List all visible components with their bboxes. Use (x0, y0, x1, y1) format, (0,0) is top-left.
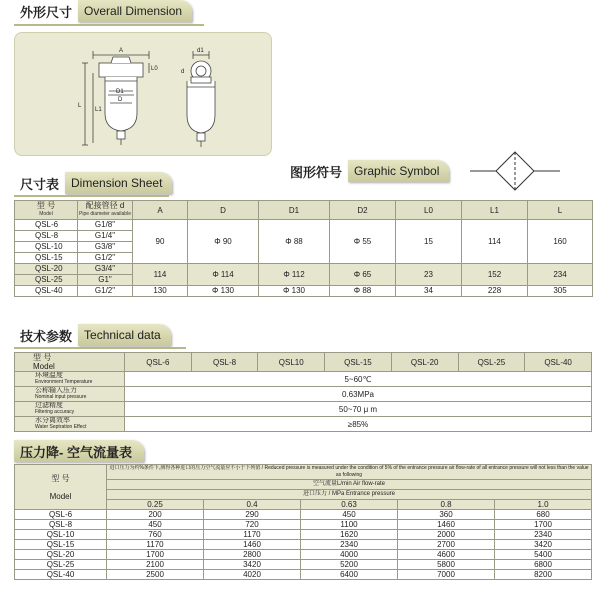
flow-value: 8200 (495, 570, 592, 580)
flow-value: 1460 (204, 540, 301, 550)
flow-value: 360 (398, 510, 495, 520)
dimension-value: Φ 90 (188, 220, 259, 264)
model-cell: QSL-20 (15, 550, 107, 560)
flow-value: 2340 (301, 540, 398, 550)
flow-note: 进口压力为约%条件下,测得各种进口的压力空气流量应不小于下列值 / Reduced pressure is measured under the condition of 5% of the entrance pressure air flow-rate of all entrance pressure will not less than the value as following (107, 465, 592, 480)
label-d-inner: D (118, 97, 123, 103)
header-rule (14, 195, 169, 197)
flow-value: 7000 (398, 570, 495, 580)
model-cell: QSL-25 (15, 275, 78, 286)
flow-value: 760 (107, 530, 204, 540)
flow-value: 3420 (204, 560, 301, 570)
col-header: D1 (259, 201, 330, 220)
col-header: A (133, 201, 188, 220)
dimension-value: Φ 88 (259, 220, 330, 264)
flow-value: 200 (107, 510, 204, 520)
dimension-value: 305 (528, 286, 593, 297)
flow-value: 1700 (107, 550, 204, 560)
pipe-cell: G1/4" (78, 231, 133, 242)
pipe-cell: G1/8" (78, 220, 133, 231)
col-header: L0 (396, 201, 462, 220)
header-en: Overall Dimension (78, 0, 192, 22)
flow-value: 6800 (495, 560, 592, 570)
flow-row (15, 550, 592, 560)
header-cn: 外形尺寸 (14, 0, 78, 22)
model-header (15, 465, 107, 510)
tech-value: ≥85% (125, 417, 592, 432)
dimension-value: 152 (462, 264, 528, 286)
dimension-value: 90 (133, 220, 188, 264)
header-en: Technical data (78, 324, 171, 346)
pressure-value: 0.4 (204, 500, 301, 510)
pipe-cell: G1/2" (78, 253, 133, 264)
flow-value: 3420 (495, 540, 592, 550)
technical-data-table (14, 352, 592, 432)
tech-value: 0.63MPa (125, 387, 592, 402)
model-col: QSL-40 (525, 353, 592, 372)
flow-value: 450 (301, 510, 398, 520)
model-cell: QSL-8 (15, 520, 107, 530)
model-cell: QSL-25 (15, 560, 107, 570)
flow-value: 4000 (301, 550, 398, 560)
flow-value: 1700 (495, 520, 592, 530)
label-d-side: d (181, 69, 185, 75)
dimension-row (15, 286, 593, 297)
header-rule (14, 24, 204, 26)
dimension-value: Φ 112 (259, 264, 330, 286)
technical-data-header (14, 324, 171, 346)
pipe-cell: G3/8" (78, 242, 133, 253)
dimension-value: 23 (396, 264, 462, 286)
flow-value: 4600 (398, 550, 495, 560)
tech-row (15, 372, 592, 387)
tech-label (15, 387, 125, 402)
label-l: L (78, 103, 82, 109)
tech-label (15, 372, 125, 387)
flow-value: 1170 (107, 540, 204, 550)
model-col: QSL-6 (125, 353, 192, 372)
header-cn: 图形符号 (284, 160, 348, 182)
flow-value: 720 (204, 520, 301, 530)
tech-label-en: Nominal input pressure (35, 394, 87, 400)
flow-value: 2500 (107, 570, 204, 580)
tech-label-cn: 环境温度 (35, 372, 63, 379)
model-cell: QSL-10 (15, 530, 107, 540)
flow-value: 2000 (398, 530, 495, 540)
flow-value: 1100 (301, 520, 398, 530)
model-col: QSL-8 (191, 353, 258, 372)
tech-value: 50~70 μ m (125, 402, 592, 417)
tech-row (15, 402, 592, 417)
front-view-drawing (15, 33, 271, 155)
tech-label-en: Water Septration Effect (35, 424, 87, 430)
col-header: L1 (462, 201, 528, 220)
flow-row (15, 540, 592, 550)
model-col: QSL-15 (325, 353, 392, 372)
tech-row (15, 387, 592, 402)
col-header: L (528, 201, 593, 220)
dimension-sheet-table (14, 200, 593, 297)
flow-value: 1170 (204, 530, 301, 540)
pipe-cell: G3/4" (78, 264, 133, 275)
flow-value: 5800 (398, 560, 495, 570)
pressure-value: 0.8 (398, 500, 495, 510)
flow-table-header (14, 440, 144, 462)
dimension-value: 114 (133, 264, 188, 286)
header-cn: 技术参数 (14, 324, 78, 346)
graphic-symbol-drawing (470, 146, 560, 196)
pipe-cell: G1" (78, 275, 133, 286)
tech-label (15, 402, 125, 417)
col-header: D (188, 201, 259, 220)
dimension-value: Φ 88 (330, 286, 396, 297)
dimension-value: 234 (528, 264, 593, 286)
tech-label-en: Environment Temperature (35, 379, 93, 385)
label-l0: L0 (151, 66, 158, 72)
pressure-value: 0.25 (107, 500, 204, 510)
dimension-value: 15 (396, 220, 462, 264)
flow-value: 4020 (204, 570, 301, 580)
pipe-header (78, 201, 133, 220)
tech-label (15, 417, 125, 432)
dimension-value: Φ 130 (259, 286, 330, 297)
pipe-cell: G1/2" (78, 286, 133, 297)
model-cn: 型 号 (51, 473, 70, 483)
header-en: Graphic Symbol (348, 160, 449, 182)
pipe-cn: 配接管径 d (85, 201, 125, 210)
dimension-row (15, 220, 593, 231)
dimension-value: Φ 65 (330, 264, 396, 286)
model-col: QSL10 (258, 353, 325, 372)
flow-rate-table (14, 464, 592, 580)
model-cell: QSL-15 (15, 540, 107, 550)
overall-dimension-header (14, 0, 192, 22)
label-d1: d1 (197, 48, 204, 54)
dimension-value: 34 (396, 286, 462, 297)
tech-label-cn: 水分离效率 (35, 417, 70, 424)
model-en: Model (39, 211, 53, 217)
dimension-value: 130 (133, 286, 188, 297)
flow-body (15, 510, 592, 580)
model-cell: QSL-40 (15, 286, 78, 297)
header-en: Dimension Sheet (65, 172, 172, 194)
tech-value: 5~60℃ (125, 372, 592, 387)
flow-row (15, 530, 592, 540)
pressure-value: 1.0 (495, 500, 592, 510)
flow-label: 空气流量L/min Air flow-rate (107, 480, 592, 490)
model-cell: QSL-10 (15, 242, 78, 253)
header-rule (14, 347, 186, 349)
dimension-sheet-header (14, 172, 172, 194)
model-cell: QSL-8 (15, 231, 78, 242)
header-cn: 尺寸表 (14, 172, 65, 194)
model-en: Model (33, 362, 55, 371)
flow-value: 450 (107, 520, 204, 530)
pressure-value: 0.63 (301, 500, 398, 510)
flow-row (15, 520, 592, 530)
model-cn: 型 号 (33, 353, 52, 362)
dimension-value: Φ 114 (188, 264, 259, 286)
model-col: QSL-20 (391, 353, 458, 372)
flow-value: 680 (495, 510, 592, 520)
flow-value: 5400 (495, 550, 592, 560)
flow-note-row (15, 465, 592, 480)
flow-value: 1620 (301, 530, 398, 540)
model-header (15, 201, 78, 220)
pipe-en: Pipe diameter available (79, 211, 131, 217)
flow-value: 2700 (398, 540, 495, 550)
model-cell: QSL-20 (15, 264, 78, 275)
dimension-value: 160 (528, 220, 593, 264)
model-cn: 型 号 (36, 201, 56, 210)
flow-value: 2100 (107, 560, 204, 570)
flow-value: 2340 (495, 530, 592, 540)
dimension-value: 228 (462, 286, 528, 297)
dimension-drawing-panel (14, 32, 272, 156)
tech-row (15, 417, 592, 432)
tech-label-cn: 公称输入压力 (35, 387, 77, 394)
dimension-header-row (15, 201, 593, 220)
model-cell: QSL-6 (15, 220, 78, 231)
model-header (15, 353, 125, 372)
label-a: A (119, 48, 124, 54)
flow-value: 290 (204, 510, 301, 520)
dimension-value: 114 (462, 220, 528, 264)
flow-value: 1460 (398, 520, 495, 530)
flow-value: 2800 (204, 550, 301, 560)
model-col: QSL-25 (458, 353, 525, 372)
pressure-label: 进口压力 / MPa Entrance pressure (107, 490, 592, 500)
flow-value: 6400 (301, 570, 398, 580)
flow-row (15, 570, 592, 580)
label-l1: L1 (95, 107, 102, 113)
dimension-value: Φ 130 (188, 286, 259, 297)
model-cell: QSL-40 (15, 570, 107, 580)
model-cell: QSL-15 (15, 253, 78, 264)
flow-value: 5200 (301, 560, 398, 570)
header-cn: 压力降- 空气流量表 (14, 440, 144, 462)
dimension-body (15, 220, 593, 297)
dimension-row (15, 264, 593, 275)
tech-label-en: Filtering accuracy (35, 409, 75, 415)
tech-label-cn: 过滤精度 (35, 402, 63, 409)
tech-body (15, 372, 592, 432)
flow-row (15, 560, 592, 570)
tech-header-row (15, 353, 592, 372)
model-cell: QSL-6 (15, 510, 107, 520)
dimension-value: Φ 55 (330, 220, 396, 264)
graphic-symbol-header (284, 160, 449, 182)
model-en: Model (49, 491, 72, 501)
col-header: D2 (330, 201, 396, 220)
flow-row (15, 510, 592, 520)
label-d1-inner: D1 (116, 89, 124, 95)
